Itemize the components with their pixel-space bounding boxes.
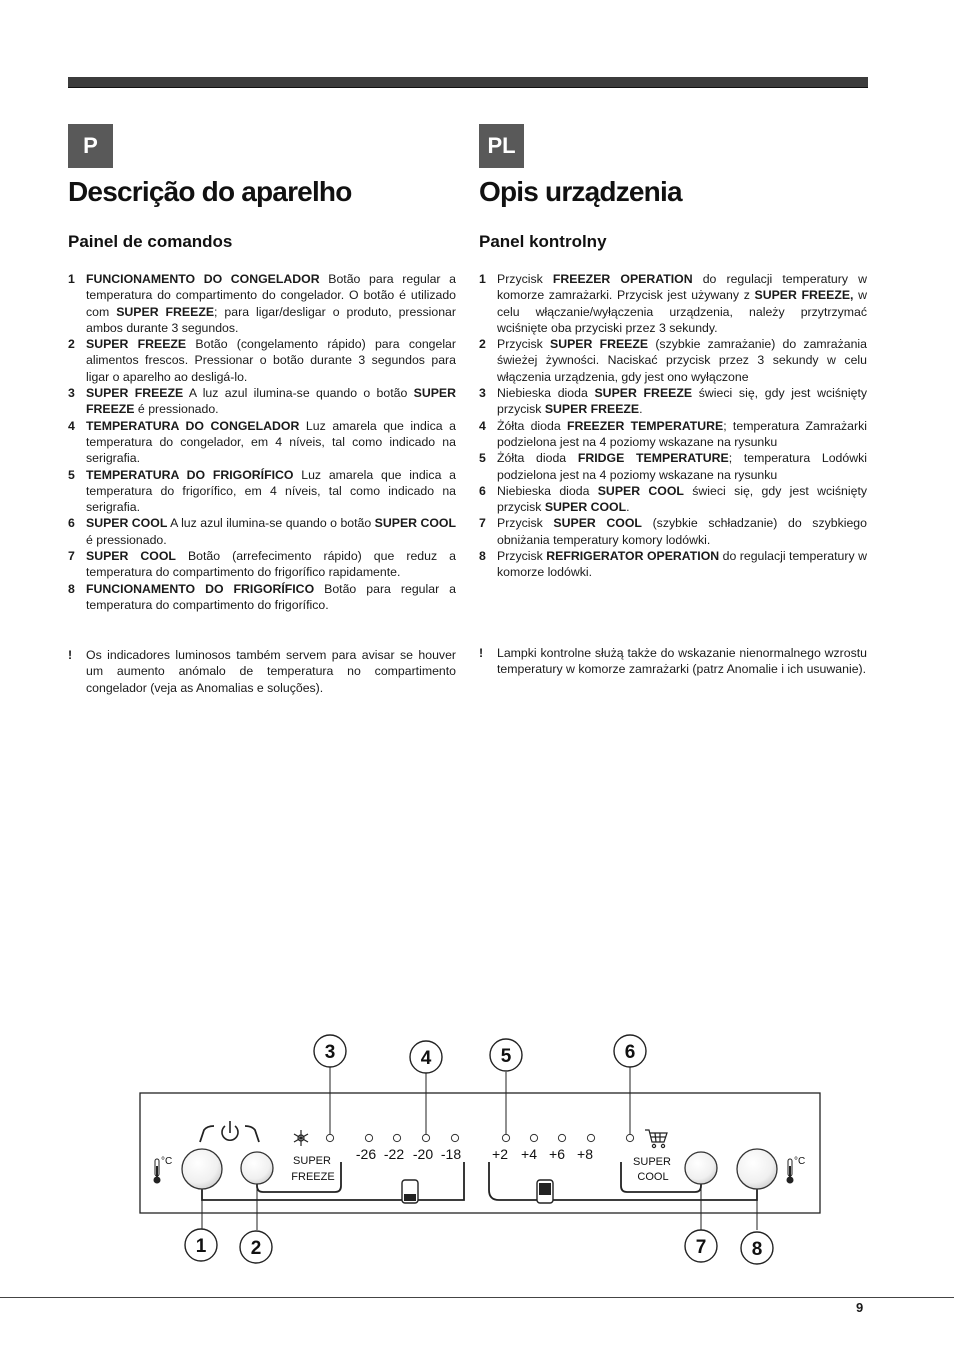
callout-6-number: 6 <box>624 1042 636 1063</box>
item-number: 4 <box>479 418 486 433</box>
freezer-compartment-icon <box>402 1180 418 1203</box>
freezer-temp-label-3: -20 <box>412 1146 434 1162</box>
super-freeze-button[interactable] <box>241 1152 273 1184</box>
fridge-temp-label-1: +2 <box>492 1146 508 1162</box>
item-keyword: SUPER COOL <box>553 516 642 531</box>
item-number: 1 <box>68 272 75 286</box>
item-description: Żółta dioda <box>497 451 578 466</box>
thermometer-icon <box>787 1159 794 1184</box>
freezer-temp-led-1 <box>365 1134 372 1141</box>
item-number: 2 <box>68 337 75 352</box>
item-keyword: SUPER FREEZE, <box>754 288 854 303</box>
item-keyword: SUPER COOL <box>86 549 176 564</box>
item-number: 7 <box>68 549 75 564</box>
item-description: ; para ligar/desligar o produto, pressionar ambos durante 3 segundos. <box>86 304 456 335</box>
fridge-compartment-icon <box>537 1180 553 1203</box>
item-description: Luz amarela que indica a temperatura do congelador, em 4 níveis, tal como indicado na serigrafia. <box>86 418 456 466</box>
item-number: 5 <box>479 451 486 466</box>
item-description: Przycisk <box>497 549 547 564</box>
item-description: ; temperatura Zamrażarki podzielona jest na 4 poziomy wskazane na rysunku <box>497 418 867 449</box>
item-keyword: FREEZER TEMPERATURE <box>566 418 724 433</box>
freezer-temp-led-3 <box>422 1134 429 1141</box>
item-description: Botão para regular a temperatura do compartimento do frigorífico. <box>86 581 457 612</box>
item-description: A luz azul ilumina-se quando o botão <box>183 386 414 401</box>
fridge-temp-led-3 <box>558 1134 565 1141</box>
fridge-temp-led-4 <box>587 1134 594 1141</box>
section-subtitle-pl: Panel kontrolny <box>479 232 607 251</box>
freezer-temp-led-4 <box>451 1134 458 1141</box>
item-description: Żółta dioda <box>497 418 567 433</box>
super-cool-button[interactable] <box>685 1152 717 1184</box>
item-description: . <box>639 402 643 417</box>
warning-text: Os indicadores luminosos também servem para avisar se houver um aumento anómalo de temperatura no compartimento congelador (veja as Anomalias e soluções). <box>86 648 456 695</box>
item-keyword: SUPER COOL <box>86 516 168 531</box>
super-cool-label-line1: SUPER <box>633 1156 671 1168</box>
section-subtitle-pt: Painel de comandos <box>68 232 233 251</box>
warning-text: Lampki kontrolne służą także do wskazanie nienormalnego wzrostu temperatury w komorze zamrażarki (patrz Anomalie i ich usuwanie). <box>497 646 867 677</box>
callout-3-number: 3 <box>324 1042 336 1063</box>
refrigerator-operation-button[interactable] <box>737 1149 777 1189</box>
item-description: . <box>626 500 630 515</box>
item-description: Luz amarela que indica a temperatura do frigorífico, em 4 níveis, tal como indicado na serigrafia. <box>86 467 457 515</box>
item-keyword: SUPER FREEZE <box>550 337 649 352</box>
item-keyword: SUPER FREEZE <box>544 402 640 417</box>
item-description: Botão (arrefecimento rápido) que reduz a temperatura do compartimento do frigorífico rapidamente. <box>86 549 456 580</box>
item-number: 7 <box>479 516 486 531</box>
item-description: Botão para regular a temperatura do compartimento do congelador. O botão é utilizado com <box>86 272 457 319</box>
item-keyword: SUPER FREEZE <box>86 386 456 417</box>
freezer-temp-label-1: -26 <box>355 1146 377 1162</box>
super-cool-led <box>626 1134 633 1141</box>
item-description: é pressionado. <box>134 402 219 417</box>
fridge-temp-label-4: +8 <box>577 1146 593 1162</box>
freezer-operation-button[interactable] <box>182 1149 222 1189</box>
callout-7-number: 7 <box>695 1237 707 1258</box>
item-keyword: SUPER FREEZE <box>86 386 184 401</box>
thermometer-icon <box>154 1159 161 1184</box>
item-description: Przycisk <box>497 272 553 286</box>
language-badge-pt: P <box>68 124 113 168</box>
item-description: do regulacji temperatury w komorze zamrażarki. Przycisk jest używany z <box>497 272 867 303</box>
callout-2-number: 2 <box>250 1238 262 1259</box>
callout-8-number: 8 <box>751 1239 763 1260</box>
item-description: Botão (congelamento rápido) para congelar alimentos frescos. Pressionar o botão durante 3 segundos para ligar o aparelho ao desligá-lo. <box>86 337 456 384</box>
super-freeze-led <box>326 1134 333 1141</box>
language-badge-pl: PL <box>479 124 524 168</box>
item-description: w celu włączanie/wyłączenia urządzenia, należy przytrzymać wciśnięte oba przyciski przez 3 sekundy. <box>497 288 867 335</box>
item-number: 6 <box>479 483 486 498</box>
item-number: 8 <box>479 549 486 564</box>
callout-5-number: 5 <box>500 1046 512 1067</box>
footer-rule <box>0 1297 954 1298</box>
item-number: 3 <box>68 386 75 401</box>
fridge-temp-label-2: +4 <box>521 1146 537 1162</box>
item-keyword: FUNCIONAMENTO DO CONGELADOR <box>86 272 320 286</box>
item-keyword: SUPER COOL <box>374 516 457 531</box>
item-description: é pressionado. <box>86 532 167 547</box>
item-description: ; temperatura Lodówki podzielona jest na 4 poziomy wskazane na rysunku <box>497 451 867 482</box>
item-description: Niebieska dioda <box>497 483 598 498</box>
unit-label-right: °C <box>794 1156 806 1167</box>
item-number: 3 <box>479 386 486 401</box>
item-number: 5 <box>68 467 75 482</box>
freezer-temp-label-2: -22 <box>383 1146 405 1162</box>
item-keyword: TEMPERATURA DO FRIGORÍFICO <box>86 467 294 482</box>
item-description: (szybkie schładzanie) do szybkiego obniżania temperatury komory lodówki. <box>497 516 867 547</box>
item-keyword: FRIDGE TEMPERATURE <box>577 451 729 466</box>
item-keyword: SUPER FREEZE <box>116 304 215 319</box>
callout-4-number: 4 <box>420 1048 432 1069</box>
fridge-temp-led-1 <box>502 1134 509 1141</box>
item-description: świeci się, gdy jest wciśnięty przycisk <box>497 483 868 515</box>
freezer-temp-led-2 <box>393 1134 400 1141</box>
warning-mark: ! <box>68 648 73 662</box>
item-keyword: SUPER FREEZE <box>594 386 693 401</box>
super-cool-label-line2: COOL <box>637 1171 669 1183</box>
fridge-temp-led-2 <box>530 1134 537 1141</box>
item-keyword: REFRIGERATOR OPERATION <box>546 549 720 564</box>
page-number: 9 <box>856 1300 864 1315</box>
item-description: Przycisk <box>497 516 554 531</box>
item-description: do regulacji temperatury w komorze lodówki. <box>497 549 867 580</box>
item-keyword: TEMPERATURA DO CONGELADOR <box>86 418 300 433</box>
fridge-temp-label-3: +6 <box>549 1146 565 1162</box>
panel-frame <box>140 1093 820 1213</box>
item-keyword: SUPER COOL <box>597 483 684 498</box>
unit-label-left: °C <box>161 1156 173 1167</box>
item-keyword: FUNCIONAMENTO DO FRIGORÍFICO <box>86 581 315 596</box>
item-description: Niebieska dioda <box>497 386 595 401</box>
page-title-pl: Opis urządzenia <box>479 176 682 207</box>
super-freeze-label-line1: SUPER <box>293 1155 331 1167</box>
item-keyword: FREEZER OPERATION <box>552 272 693 286</box>
item-description: A luz azul ilumina-se quando o botão <box>167 516 375 531</box>
item-number: 8 <box>68 581 75 596</box>
super-freeze-label-line2: FREEZE <box>291 1171 335 1183</box>
warning-mark: ! <box>479 646 484 660</box>
item-keyword: SUPER COOL <box>544 500 627 515</box>
item-description: (szybkie zamrażanie) do zamrażania świeżej żywności. Naciskać przycisk przez 3 sekundy w celu włączenia urządzenia, gdy jest ono wyłączone <box>497 337 867 384</box>
freezer-temp-label-4: -18 <box>440 1146 462 1162</box>
item-keyword: SUPER FREEZE <box>86 337 187 352</box>
callout-1-number: 1 <box>195 1236 207 1257</box>
item-number: 4 <box>68 418 75 433</box>
item-description: Przycisk <box>497 337 550 352</box>
item-number: 6 <box>68 516 75 531</box>
item-number: 1 <box>479 272 486 286</box>
item-description: świeci się, gdy jest wciśnięty przycisk <box>497 386 868 417</box>
page-title-pt: Descrição do aparelho <box>68 176 352 207</box>
item-number: 2 <box>479 337 486 352</box>
